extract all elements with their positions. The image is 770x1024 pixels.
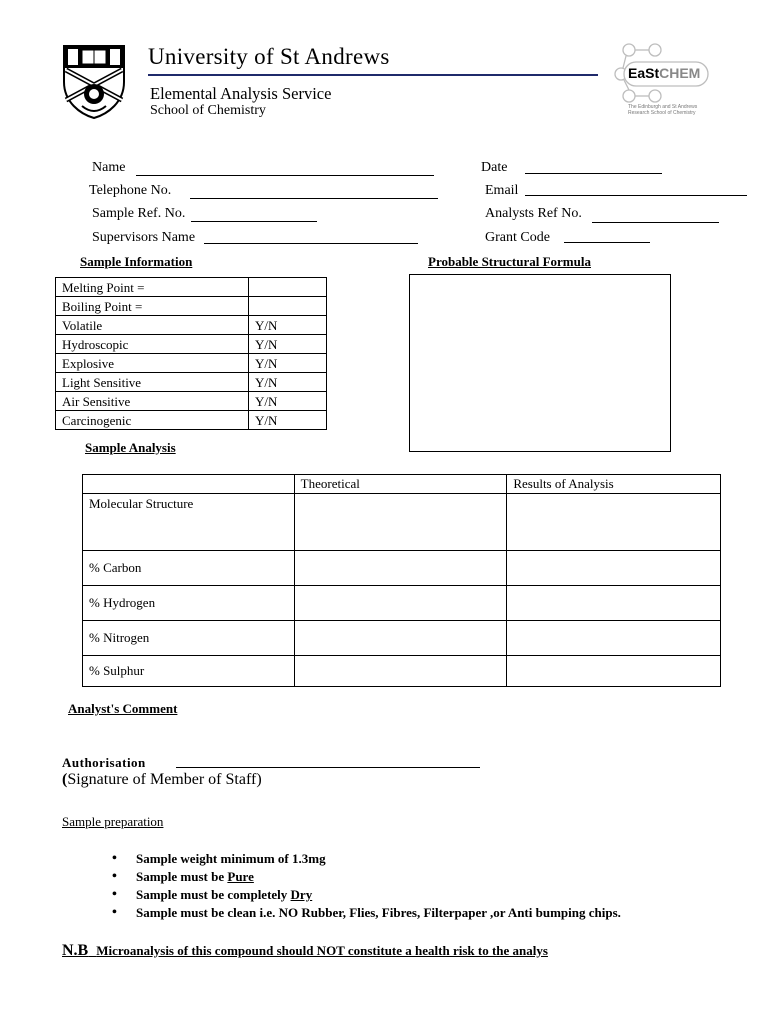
sample-information-table xyxy=(55,277,327,430)
telephone-field[interactable] xyxy=(190,198,438,199)
sample-analysis-heading: Sample Analysis xyxy=(85,440,176,455)
info-value-cell[interactable] xyxy=(249,278,327,297)
column-header xyxy=(83,475,295,494)
date-label: Date xyxy=(481,160,508,175)
info-label-cell: Volatile xyxy=(56,316,249,335)
info-value-cell[interactable]: Y/N xyxy=(249,373,327,392)
list-item xyxy=(112,868,621,886)
authorisation-signature-line[interactable] xyxy=(176,767,480,768)
list-item xyxy=(112,850,621,868)
name-label: Name xyxy=(92,160,126,175)
analysts-ref-field[interactable] xyxy=(592,222,719,223)
theoretical-cell[interactable] xyxy=(294,656,507,687)
bullet-text: Sample must be completely xyxy=(136,887,291,902)
service-title: Elemental Analysis Service xyxy=(150,84,332,103)
table-row xyxy=(56,335,327,354)
table-row xyxy=(83,656,721,687)
structural-formula-heading: Probable Structural Formula xyxy=(428,254,591,269)
sample-information-heading: Sample Information xyxy=(80,254,193,269)
header-rule xyxy=(148,74,598,76)
info-value-cell[interactable]: Y/N xyxy=(249,392,327,411)
sample-ref-label: Sample Ref. No. xyxy=(92,206,186,221)
table-row xyxy=(83,586,721,621)
signature-caption: Signature of Member of Staff) xyxy=(67,771,262,788)
result-cell[interactable] xyxy=(507,551,721,586)
sample-analysis-table xyxy=(82,474,721,687)
telephone-label: Telephone No. xyxy=(89,183,172,198)
analysis-row-label: % Sulphur xyxy=(83,656,295,687)
grant-code-label: Grant Code xyxy=(485,230,550,245)
info-label-cell: Explosive xyxy=(56,354,249,373)
analysis-row-label: % Nitrogen xyxy=(83,621,295,656)
logo-ea: Ea xyxy=(628,65,646,81)
info-value-cell[interactable]: Y/N xyxy=(249,411,327,430)
university-crest-icon xyxy=(60,42,128,120)
table-header-row xyxy=(83,475,721,494)
theoretical-cell[interactable] xyxy=(294,586,507,621)
table-row xyxy=(56,297,327,316)
health-risk-note xyxy=(62,942,548,960)
email-label: Email xyxy=(485,183,519,198)
info-label-cell: Air Sensitive xyxy=(56,392,249,411)
info-label-cell: Boiling Point = xyxy=(56,297,249,316)
sample-preparation-heading: Sample preparation xyxy=(62,814,164,829)
table-row xyxy=(56,411,327,430)
list-item xyxy=(112,886,621,904)
column-header: Results of Analysis xyxy=(507,475,721,494)
table-row xyxy=(56,392,327,411)
signature-open-paren: ( xyxy=(62,771,68,788)
bullet-emphasis: Dry xyxy=(290,887,313,902)
sample-preparation-list xyxy=(112,850,621,922)
structural-formula-box[interactable] xyxy=(409,274,671,452)
info-label-cell: Carcinogenic xyxy=(56,411,249,430)
table-row xyxy=(56,373,327,392)
authorisation-label: Authorisation xyxy=(62,755,146,770)
info-label-cell: Melting Point = xyxy=(56,278,249,297)
analysts-ref-label: Analysts Ref No. xyxy=(485,206,582,221)
table-row xyxy=(83,494,721,551)
grant-code-field[interactable] xyxy=(564,242,650,243)
theoretical-cell[interactable] xyxy=(294,494,507,551)
bullet-emphasis: Pure xyxy=(227,869,254,884)
analysis-row-label: % Hydrogen xyxy=(83,586,295,621)
info-label-cell: Hydroscopic xyxy=(56,335,249,354)
sample-ref-field[interactable] xyxy=(191,221,317,222)
column-header: Theoretical xyxy=(294,475,507,494)
email-field[interactable] xyxy=(525,195,747,196)
info-value-cell[interactable]: Y/N xyxy=(249,354,327,373)
school-name: School of Chemistry xyxy=(150,103,266,118)
nb-label: N.B xyxy=(62,942,89,959)
bullet-text: Sample weight minimum of 1.3mg xyxy=(136,851,326,866)
result-cell[interactable] xyxy=(507,621,721,656)
logo-caption-2: Research School of Chemistry xyxy=(628,110,696,116)
logo-chem: CHEM xyxy=(659,65,701,81)
list-item xyxy=(112,904,621,922)
logo-caption-1: The Edinburgh and St Andrews xyxy=(628,104,698,110)
info-label-cell: Light Sensitive xyxy=(56,373,249,392)
eastchem-logo xyxy=(598,40,718,122)
info-value-cell[interactable]: Y/N xyxy=(249,335,327,354)
supervisor-field[interactable] xyxy=(204,243,418,244)
theoretical-cell[interactable] xyxy=(294,551,507,586)
bullet-text: Sample must be xyxy=(136,869,228,884)
table-row xyxy=(56,278,327,297)
info-value-cell[interactable]: Y/N xyxy=(249,316,327,335)
table-row xyxy=(56,316,327,335)
result-cell[interactable] xyxy=(507,586,721,621)
analysis-row-label: % Carbon xyxy=(83,551,295,586)
table-row xyxy=(83,551,721,586)
result-cell[interactable] xyxy=(507,656,721,687)
table-row xyxy=(83,621,721,656)
theoretical-cell[interactable] xyxy=(294,621,507,656)
result-cell[interactable] xyxy=(507,494,721,551)
note-text: Microanalysis of this compound should NOT constitute a health risk to the analys xyxy=(96,943,548,958)
university-title: University of St Andrews xyxy=(148,44,390,69)
info-value-cell[interactable] xyxy=(249,297,327,316)
table-row xyxy=(56,354,327,373)
analyst-comment-heading: Analyst's Comment xyxy=(68,701,178,716)
bullet-text: Sample must be clean i.e. NO Rubber, Flies, Fibres, Filterpaper ,or Anti bumping chips. xyxy=(136,905,621,920)
supervisor-label: Supervisors Name xyxy=(92,230,196,245)
logo-st: St xyxy=(645,65,660,81)
name-field[interactable] xyxy=(136,175,434,176)
date-field[interactable] xyxy=(525,173,662,174)
analysis-row-label: Molecular Structure xyxy=(83,494,295,551)
